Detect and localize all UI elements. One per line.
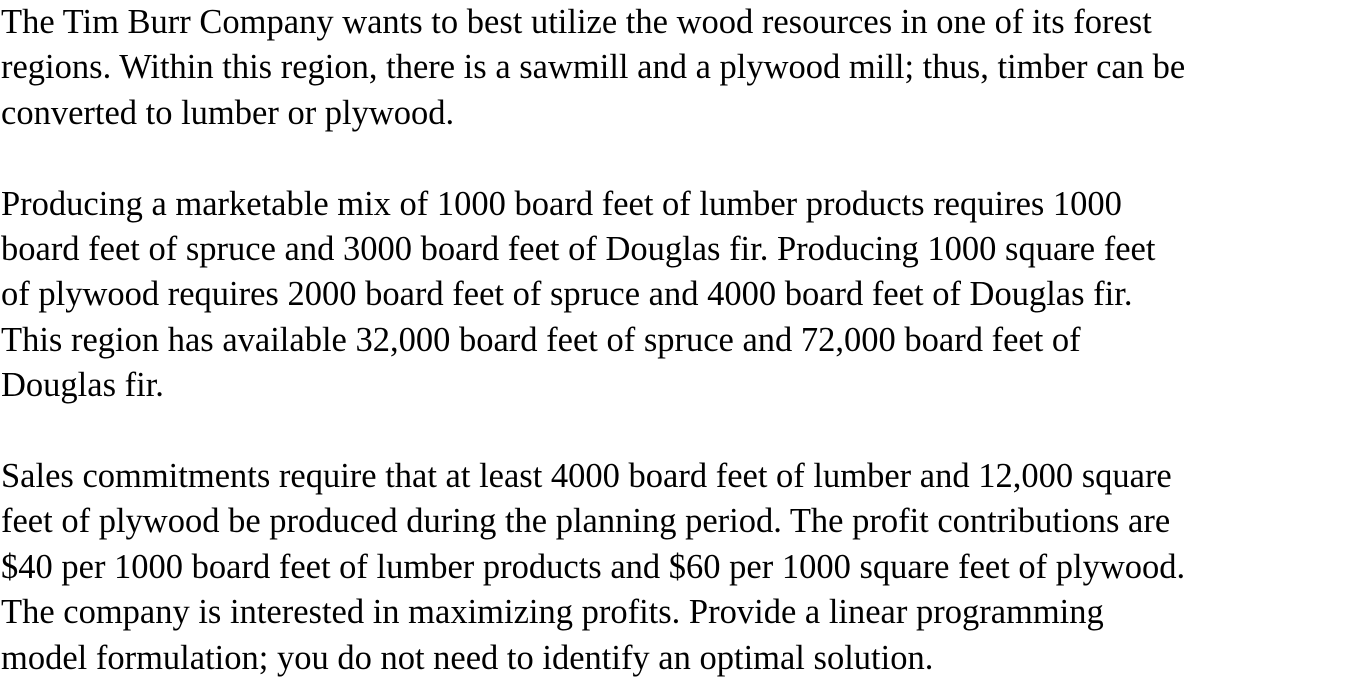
- paragraph-requirements: [1, 182, 1364, 409]
- text-line: Producing a marketable mix of 1000 board feet of lumber products requires 1000: [1, 184, 1122, 223]
- text-line: The Tim Burr Company wants to best utilize the wood resources in one of its forest: [1, 3, 1152, 41]
- text-line: converted to lumber or plywood.: [1, 93, 455, 132]
- text-line: regions. Within this region, there is a sawmill and a plywood mill; thus, timber can be: [1, 48, 1186, 87]
- text-line: board feet of spruce and 3000 board feet of Douglas fir. Producing 1000 square feet: [1, 230, 1156, 269]
- text-line: model formulation; you do not need to identify an optimal solution.: [1, 638, 934, 677]
- paragraph-commitments: [1, 454, 1364, 681]
- text-line: The company is interested in maximizing profits. Provide a linear programming: [1, 593, 1104, 632]
- text-line: This region has available 32,000 board feet of spruce and 72,000 board feet of: [1, 320, 1081, 359]
- text-line: of plywood requires 2000 board feet of spruce and 4000 board feet of Douglas fir.: [1, 275, 1133, 314]
- text-line: Douglas fir.: [1, 366, 164, 405]
- paragraph-intro: [1, 0, 1364, 136]
- text-line: feet of plywood be produced during the planning period. The profit contributions are: [1, 502, 1171, 541]
- text-line: Sales commitments require that at least 4000 board feet of lumber and 12,000 square: [1, 457, 1172, 496]
- text-line: $40 per 1000 board feet of lumber products and $60 per 1000 square feet of plywood.: [1, 547, 1186, 586]
